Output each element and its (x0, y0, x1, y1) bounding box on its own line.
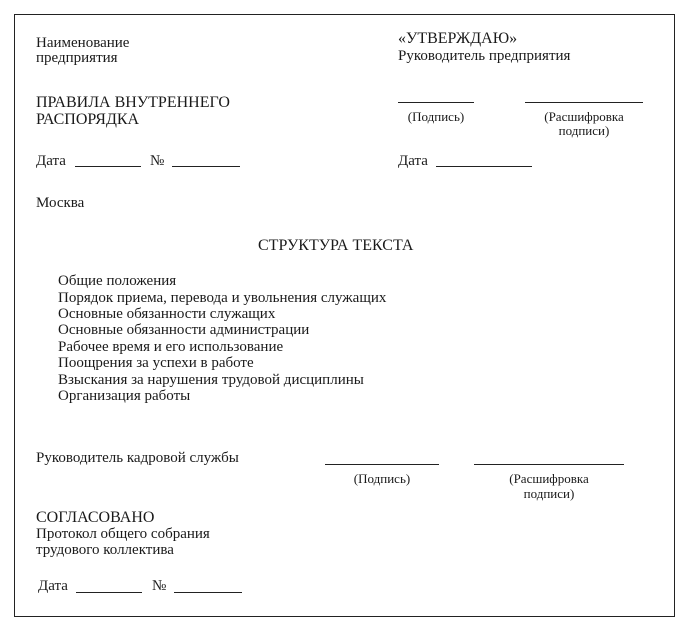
protocol-date-label: Дата (38, 578, 68, 594)
list-item: Общие положения (58, 273, 177, 289)
doc-number-line (172, 166, 240, 167)
hr-decode-label-line2: подписи) (523, 486, 575, 501)
hr-signature-line (325, 464, 439, 465)
hr-head-label: Руководитель кадровой службы (36, 450, 239, 466)
approve-signature-line (398, 102, 474, 103)
list-item: Основные обязанности администрации (58, 322, 310, 338)
doc-title-line1: ПРАВИЛА ВНУТРЕННЕГО (36, 94, 230, 111)
approve-date-line (436, 166, 532, 167)
list-item: Поощрения за успехи в работе (58, 355, 254, 371)
approve-decode-label-line1: (Расшифровка (544, 109, 624, 124)
list-item: Организация работы (58, 388, 191, 404)
org-name-line1: Наименование (36, 35, 130, 51)
agreed-heading: СОГЛАСОВАНО (36, 509, 155, 526)
protocol-number-line (174, 592, 242, 593)
doc-date-line (75, 166, 141, 167)
structure-heading: СТРУКТУРА ТЕКСТА (258, 237, 414, 254)
protocol-number-label: № (152, 578, 167, 594)
doc-title-line2: РАСПОРЯДКА (36, 111, 140, 128)
list-item: Взыскания за нарушения трудовой дисциплины (58, 372, 364, 388)
list-item: Основные обязанности служащих (58, 306, 276, 322)
protocol-date-line (76, 592, 142, 593)
hr-decode-line (474, 464, 624, 465)
doc-number-label: № (150, 153, 165, 169)
org-name-line2: предприятия (36, 50, 118, 66)
hr-decode-label-line1: (Расшифровка (509, 471, 589, 486)
approve-date-label: Дата (398, 153, 428, 169)
list-item: Рабочее время и его использование (58, 339, 284, 355)
hr-signature-label: (Подпись) (353, 471, 411, 486)
protocol-line1: Протокол общего собрания (36, 526, 210, 542)
approve-heading: «УТВЕРЖДАЮ» (398, 30, 518, 47)
protocol-line2: трудового коллектива (36, 542, 174, 558)
approve-signature-label: (Подпись) (407, 109, 465, 124)
approve-decode-label-line2: подписи) (558, 123, 610, 138)
approve-decode-line (525, 102, 643, 103)
doc-date-label: Дата (36, 153, 66, 169)
city: Москва (36, 195, 85, 211)
approve-role: Руководитель предприятия (398, 48, 571, 64)
list-item: Порядок приема, перевода и увольнения служащих (58, 290, 387, 306)
